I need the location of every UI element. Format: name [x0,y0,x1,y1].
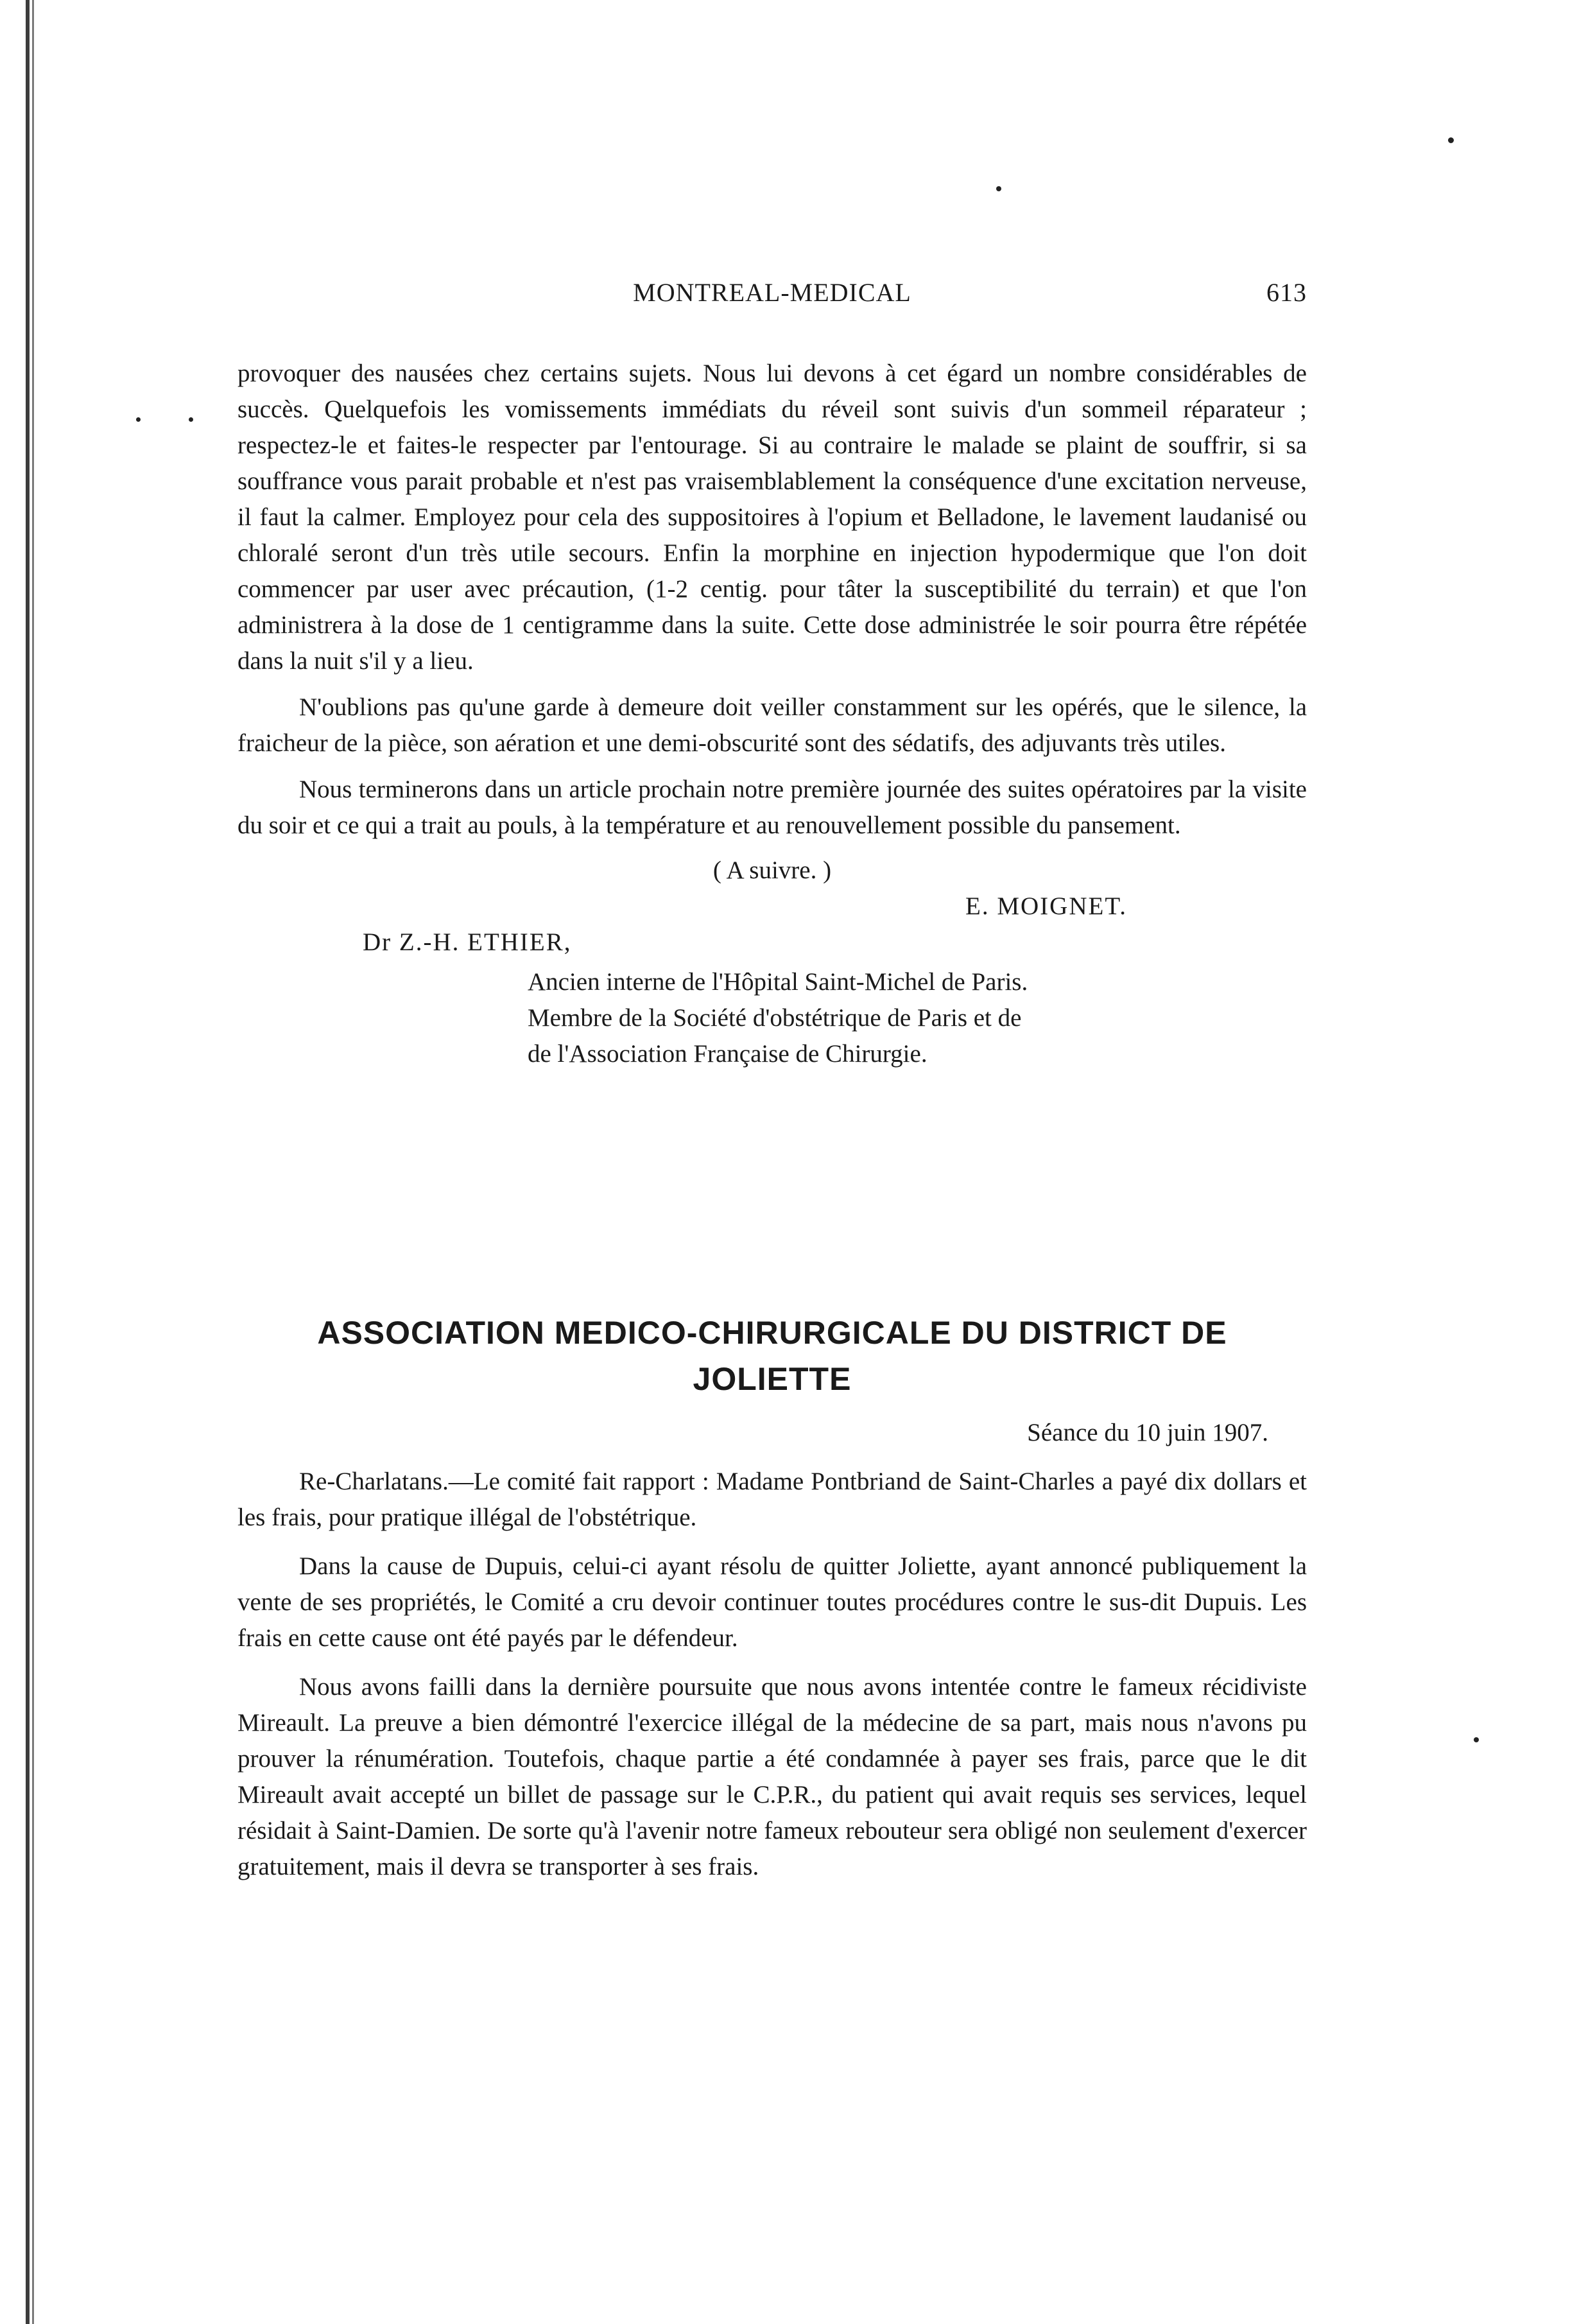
report-paragraph: Nous avons failli dans la dernière poursuite que nous avons intentée contre le fameux récidiviste Mireault. La preuve a bien démontré l'exercice illégal de la médecine de sa part, mais nous n'avons pu prouver la rénumération. Toutefois, chaque partie a été condamnée à payer ses frais, parce que le dit Mireault avait accepté un billet de passage sur le C.P.R., du patient qui avait requis ses services, lequel résidait à Saint-Damien. De sorte qu'à l'avenir notre fameux rebouteur sera obligé non seulement d'exercer gratuitement, mais il devra se transporter à ses frais. [237,1673,1307,1880]
author-affiliation: Ancien interne de l'Hôpital Saint-Michel de Paris. [528,968,1028,996]
association-report [237,1310,1307,1885]
ink-speck [996,186,1001,191]
section-heading: JOLIETTE [693,1361,852,1397]
session-date: Séance du 10 juin 1907. [1027,1419,1268,1446]
ink-speck [1474,1737,1479,1742]
article-continuation [237,356,1307,1072]
spine-light-band [32,0,34,2324]
section-heading: ASSOCIATION MEDICO-CHIRURGICALE DU DISTRICT DE [317,1315,1227,1351]
ink-speck [136,417,141,422]
body-paragraph: Nous terminerons dans un article prochain notre première journée des suites opératoires par la visite du soir et ce qui a trait au pouls, à la température et au renouvellement possible du pansement. [237,776,1307,839]
spine-dark-band [26,0,30,2324]
to-be-continued-note: ( A suivre. ) [712,856,832,884]
running-title: MONTREAL-MEDICAL [633,278,911,307]
page-number: 613 [1266,278,1307,307]
author-signature: Dr Z.-H. ETHIER, [363,928,572,956]
ink-speck [189,417,193,422]
author-affiliation: Membre de la Société d'obstétrique de Paris et de [528,1004,1022,1032]
running-header [237,277,1307,316]
report-paragraph: Re-Charlatans.—Le comité fait rapport : Madame Pontbriand de Saint-Charles a payé dix dollars et les frais, pour pratique illégal de l'obstétrique. [237,1468,1307,1531]
author-signature: E. MOIGNET. [965,892,1127,920]
page-spine-edge [12,0,45,2324]
report-paragraph: Dans la cause de Dupuis, celui-ci ayant résolu de quitter Joliette, ayant annoncé publiquement la vente de ses propriétés, le Comité a cru devoir continuer toutes procédures contre le sus-dit Dupuis. Les frais en cette cause ont été payés par le défendeur. [237,1552,1307,1652]
ink-speck [1448,137,1454,143]
body-paragraph: provoquer des nausées chez certains sujets. Nous lui devons à cet égard un nombre considérables de succès. Quelquefois les vomissements immédiats du réveil sont suivis d'un sommeil réparateur ; respectez-le et faites-le respecter par l'entourage. Si au contraire le malade se plaint de souffrir, si sa souffrance vous parait probable et n'est pas vraisemblablement la conséquence d'une excitation nerveuse, il faut la calmer. Employez pour cela des suppositoires à l'opium et Belladone, le lavement laudanisé ou chloralé seront d'un très utile secours. Enfin la morphine en injection hypodermique que l'on doit commencer par user avec précaution, (1-2 centig. pour tâter la susceptibilité du terrain) et que l'on administrera à la dose de 1 centigramme dans la suite. Cette dose administrée le soir pourra être répétée dans la nuit s'il y a lieu. [237,360,1307,675]
body-paragraph: N'oublions pas qu'une garde à demeure doit veiller constamment sur les opérés, que le silence, la fraicheur de la pièce, son aération et une demi-obscurité sont des sédatifs, des adjuvants très utiles. [237,693,1307,757]
author-affiliation: de l'Association Française de Chirurgie. [528,1040,927,1068]
